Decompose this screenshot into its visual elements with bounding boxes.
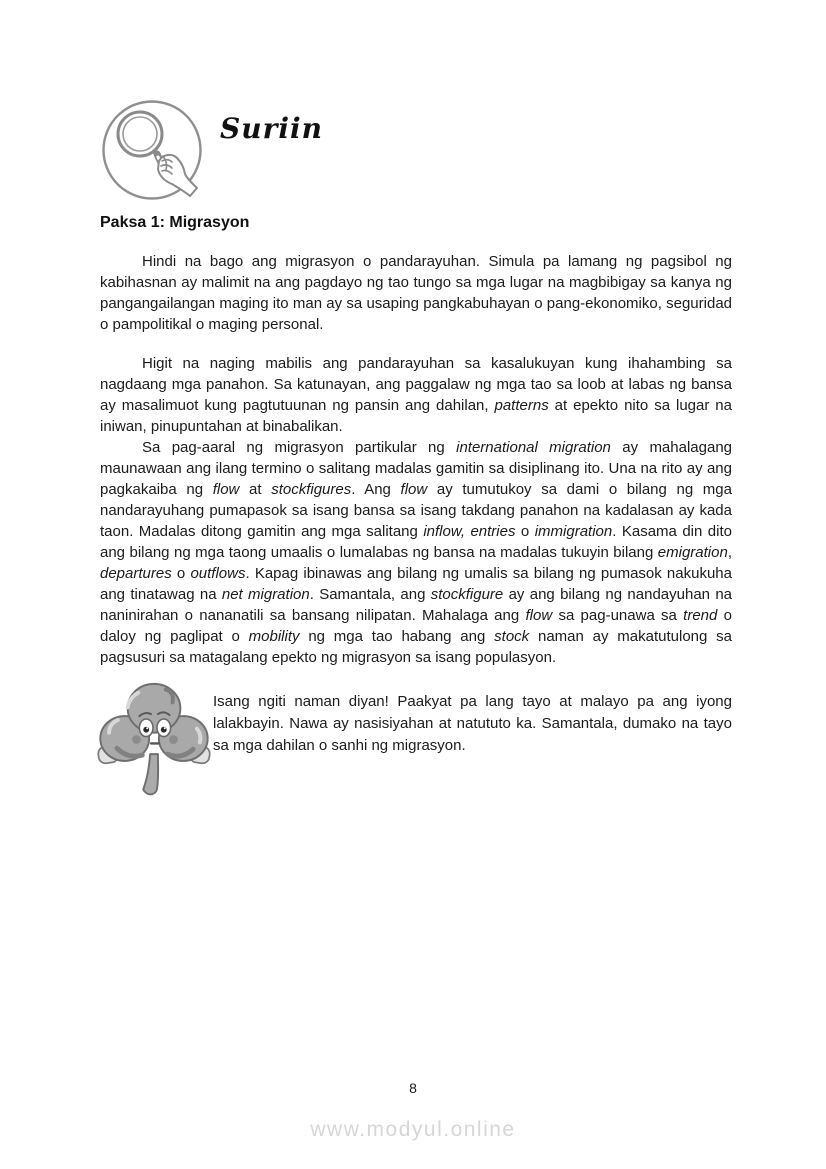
header xyxy=(100,98,520,202)
page-title: Suriin xyxy=(220,112,323,145)
body-text xyxy=(100,251,732,668)
paragraph-3: Sa pag-aaral ng migrasyon partikular ng international migration ay mahalagang maunawaan ang ilang termino o salitang madalas gamitin sa disiplinang ito. Una na rito ay ang pagkakaiba ng flow at stockfigures. Ang flow ay tumutukoy sa dami o bilang ng mga nandarayuhang pumapasok sa isang bansa sa isang takdang panahon na kadalasan ay kada taon. Madalas ditong gamitin ang mga salitang inflow, entries o immigration. Kasama din dito ang bilang ng mga taong umaalis o lumalabas ng bansa na madalas tukuyin bilang emigration, departures o outflows. Kapag ibinawas ang bilang ng umalis sa bilang ng pumasok nakukuha ang tinatawag na net migration. Samantala, ang stockfigure ay ang bilang ng nandayuhan na naninirahan o nananatili sa bansang nilipatan. Mahalaga ang flow sa pag-unawa sa trend o daloy ng paglipat o mobility ng mga tao habang ang stock naman ay makatutulong sa pagsusuri sa matagalang epekto ng migrasyon sa isang populasyon. xyxy=(100,439,733,666)
watermark: www.modyul.online xyxy=(310,1118,516,1141)
page-number: 8 xyxy=(409,1080,417,1096)
paragraph-2: Higit na naging mabilis ang pandarayuhan sa kasalukuyan kung ihahambing sa nagdaang mga panahon. Sa katunayan, ang paggalaw ng mga tao sa loob at labas ng bansa ay masalimuot kung pagtutuunan ng pansin ang dahilan, patterns at epekto nito sa lugar na iniwan, pinupuntahan at binabalikan. xyxy=(100,355,732,435)
magnifier-hand-icon xyxy=(100,98,204,202)
character-callout xyxy=(95,678,732,800)
paragraph-1: Hindi na bago ang migrasyon o pandarayuhan. Simula pa lamang ng pagsibol ng kabihasnan ay malimit na ang pagdayo ng tao tungo sa mga lugar na magbibigay sa kanya ng pangangailangan maging ito man ay sa usaping pangkabuhayan o pang-ekonomiko, seguridad o pampolitikal o maging personal. xyxy=(100,253,732,333)
clover-character-icon xyxy=(95,678,213,800)
section-heading: Paksa 1: Migrasyon xyxy=(100,214,250,231)
callout-text: Isang ngiti naman diyan! Paakyat pa lang tayo at malayo pa ang iyong lalakbayin. Nawa ay nasisiyahan at natututo ka. Samantala, dumako na tayo sa mga dahilan o sanhi ng migrasyon. xyxy=(213,693,732,754)
